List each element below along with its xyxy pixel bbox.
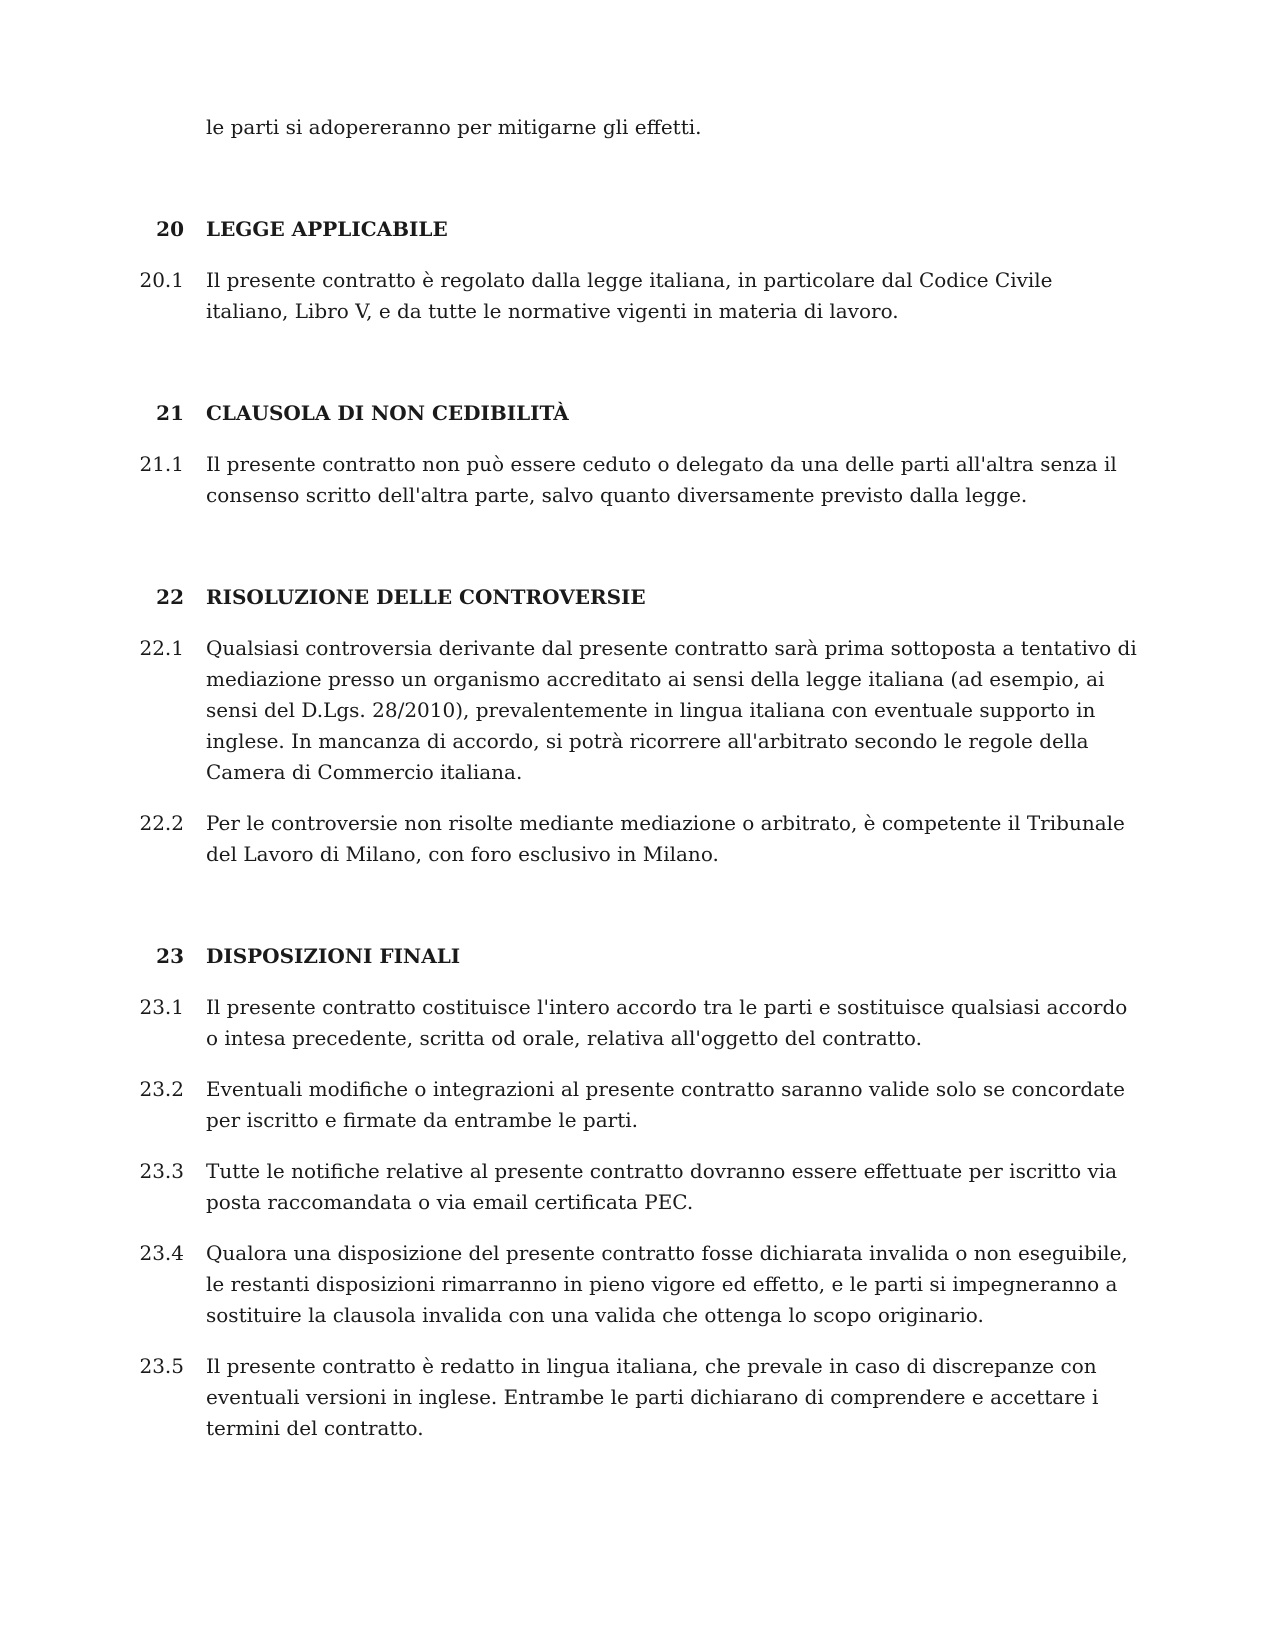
section-title: RISOLUZIONE DELLE CONTROVERSIE	[206, 585, 646, 609]
clause-number: 23.5	[139, 1354, 184, 1378]
section-title: CLAUSOLA DI NON CEDIBILITÀ	[206, 401, 569, 425]
clause-text: Qualsiasi controversia derivante dal presente contratto sarà prima sottoposta a tentativo di mediazione presso un organismo accreditato ai sensi della legge italiana (ad esempio, ai sensi del D.Lgs. 28/2010), prevalentemente in lingua italiana con eventuale supporto in inglese. In mancanza di accordo, si potrà ricorrere all'arbitrato secondo le regole della Camera di Commercio italiana.	[206, 636, 1137, 784]
clause-number: 21.1	[139, 452, 184, 476]
clause-text: Eventuali modifiche o integrazioni al presente contratto saranno valide solo se concordate per iscritto e firmate da entrambe le parti.	[206, 1077, 1126, 1132]
section-number: 20	[156, 217, 184, 241]
clause-23-5	[138, 1351, 1138, 1444]
clause-number: 23.1	[139, 995, 184, 1019]
continuation-text: le parti si adopereranno per mitigarne gli effetti.	[206, 115, 702, 139]
clause-23-3	[138, 1156, 1138, 1218]
clause-text: Il presente contratto è regolato dalla legge italiana, in particolare dal Codice Civile italiano, Libro V, e da tutte le normative vigenti in materia di lavoro.	[206, 268, 1053, 323]
section-title: LEGGE APPLICABILE	[206, 217, 448, 241]
clause-text: Qualora una disposizione del presente contratto fosse dichiarata invalida o non eseguibile, le restanti disposizioni rimarranno in pieno vigore ed effetto, e le parti si impegneranno a sostituire la clausola invalida con una valida che ottenga lo scopo originario.	[206, 1241, 1128, 1327]
clause-text: Il presente contratto costituisce l'intero accordo tra le parti e sostituisce qualsiasi accordo o intesa precedente, scritta od orale, relativa all'oggetto del contratto.	[206, 995, 1128, 1050]
section-number: 22	[156, 585, 184, 609]
clause-text: Il presente contratto è redatto in lingua italiana, che prevale in caso di discrepanze con eventuali versioni in inglese. Entrambe le parti dichiarano di comprendere e accettare i termini del contratto.	[206, 1354, 1099, 1440]
clause-text: Il presente contratto non può essere ceduto o delegato da una delle parti all'altra senza il consenso scritto dell'altra parte, salvo quanto diversamente previsto dalla legge.	[206, 452, 1117, 507]
clause-number: 23.4	[139, 1241, 184, 1265]
section-heading-20	[138, 214, 1138, 245]
clause-22-1	[138, 633, 1138, 788]
clause-23-2	[138, 1074, 1138, 1136]
clause-20-1	[138, 265, 1138, 327]
section-heading-23	[138, 941, 1138, 972]
clause-number: 22.1	[139, 636, 184, 660]
clause-text: Per le controversie non risolte mediante mediazione o arbitrato, è competente il Tribunale del Lavoro di Milano, con foro esclusivo in Milano.	[206, 811, 1125, 866]
clause-text: Tutte le notifiche relative al presente contratto dovranno essere effettuate per iscritto via posta raccomandata o via email certificata PEC.	[206, 1159, 1118, 1214]
clause-number: 23.3	[139, 1159, 184, 1183]
clause-21-1	[138, 449, 1138, 511]
clause-number: 20.1	[139, 268, 184, 292]
section-number: 21	[156, 401, 184, 425]
clause-22-2	[138, 808, 1138, 870]
clause-number: 22.2	[139, 811, 184, 835]
clause-23-1	[138, 992, 1138, 1054]
section-number: 23	[156, 944, 184, 968]
clause-23-4	[138, 1238, 1138, 1331]
section-heading-22	[138, 582, 1138, 613]
document-body	[138, 112, 1138, 1444]
section-title: DISPOSIZIONI FINALI	[206, 944, 461, 968]
continuation-paragraph	[138, 112, 1138, 143]
section-heading-21	[138, 398, 1138, 429]
clause-number: 23.2	[139, 1077, 184, 1101]
